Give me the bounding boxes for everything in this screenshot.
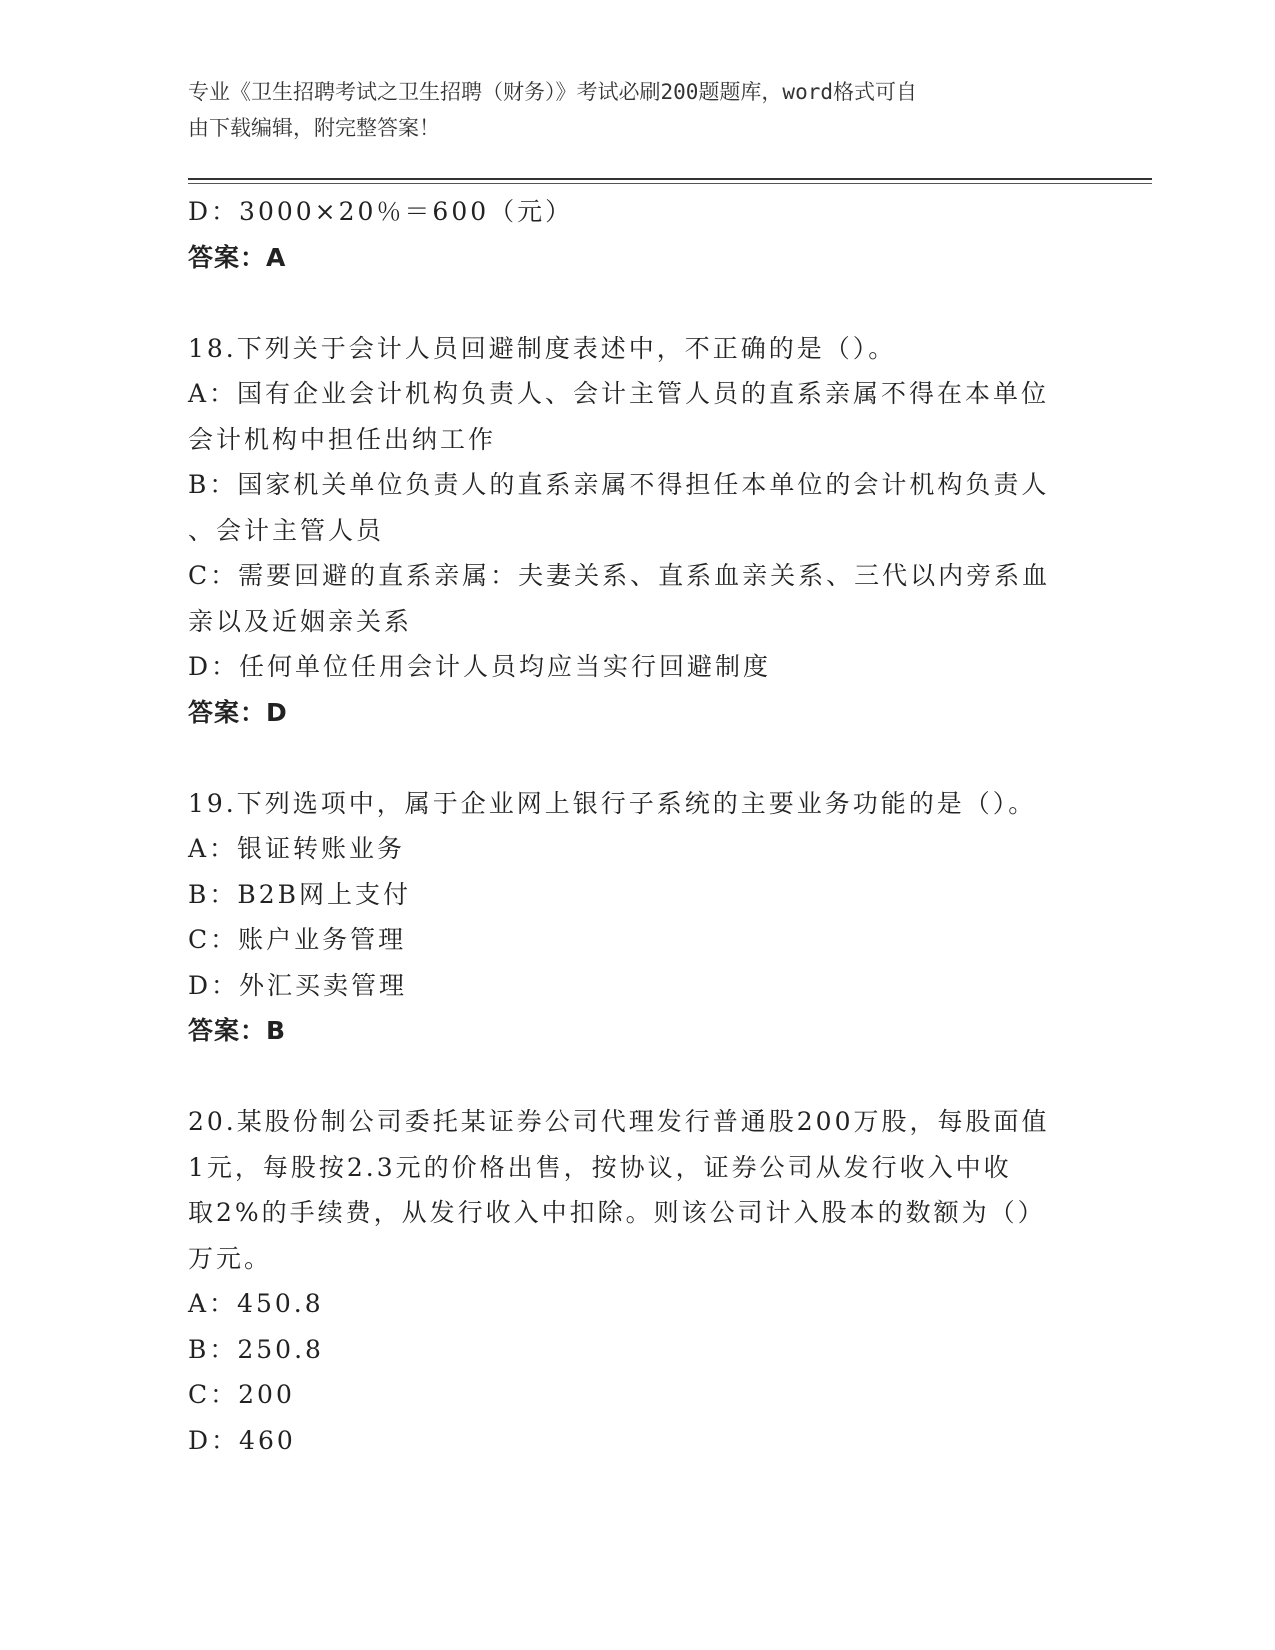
q20-stem-line-4: 万元。 — [188, 1243, 273, 1273]
prev-answer: 答案：A — [188, 242, 287, 272]
q20-option-b: B：250.8 — [188, 1334, 324, 1364]
spacer — [188, 1054, 1078, 1100]
prev-question-block — [188, 189, 1078, 280]
q19-option-c: C：账户业务管理 — [188, 925, 407, 954]
q18-option-a-line-1: A：国有企业会计机构负责人、会计主管人员的直系亲属不得在本单位 — [188, 379, 1050, 408]
q18-option-c-line-2: 亲以及近姻亲关系 — [188, 606, 413, 636]
q20-option-c: C：200 — [188, 1380, 295, 1409]
question-18 — [188, 326, 1078, 736]
q20-stem-line-3: 取2%的手续费，从发行收入中扣除。则该公司计入股本的数额为（） — [188, 1198, 1046, 1227]
q18-option-b-line-2: 、会计主管人员 — [188, 515, 385, 545]
q20-option-a: A：450.8 — [188, 1289, 324, 1318]
q18-option-b-line-1: B：国家机关单位负责人的直系亲属不得担任本单位的会计机构负责人 — [188, 470, 1050, 499]
q18-stem: 18.下列关于会计人员回避制度表述中，不正确的是（）。 — [188, 333, 897, 363]
q18-option-c-line-1: C：需要回避的直系亲属：夫妻关系、直系血亲关系、三代以内旁系血 — [188, 561, 1051, 590]
header-line-2: 由下载编辑，附完整答案！ — [188, 116, 440, 140]
q19-option-d: D：外汇买卖管理 — [188, 970, 408, 1000]
q20-option-d: D：460 — [188, 1425, 296, 1455]
q18-option-a-line-2: 会计机构中担任出纳工作 — [188, 424, 497, 454]
header-divider-thin — [188, 183, 1152, 184]
q19-answer: 答案：B — [188, 1016, 287, 1045]
question-19 — [188, 781, 1078, 1054]
header-divider-thick — [188, 178, 1152, 180]
q19-option-a: A：银证转账业务 — [188, 834, 406, 863]
q18-answer: 答案：D — [188, 697, 288, 727]
q19-option-b: B：B2B网上支付 — [188, 879, 412, 909]
q18-option-d: D：任何单位任用会计人员均应当实行回避制度 — [188, 652, 772, 681]
q19-stem: 19.下列选项中，属于企业网上银行子系统的主要业务功能的是（）。 — [188, 788, 1037, 818]
prev-option-d: D：3000×20％＝600（元） — [188, 197, 574, 226]
header-line-1: 专业《卫生招聘考试之卫生招聘（财务）》考试必刷200题题库，word格式可自 — [188, 80, 917, 104]
document-header — [188, 74, 1068, 146]
document-body — [188, 189, 1078, 1463]
spacer — [188, 735, 1078, 781]
q20-stem-line-2: 1元，每股按2.3元的价格出售，按协议，证券公司从发行收入中收 — [188, 1152, 1012, 1182]
spacer — [188, 280, 1078, 326]
question-20 — [188, 1099, 1078, 1463]
q20-stem-line-1: 20.某股份制公司委托某证券公司代理发行普通股200万股，每股面值 — [188, 1107, 1050, 1136]
